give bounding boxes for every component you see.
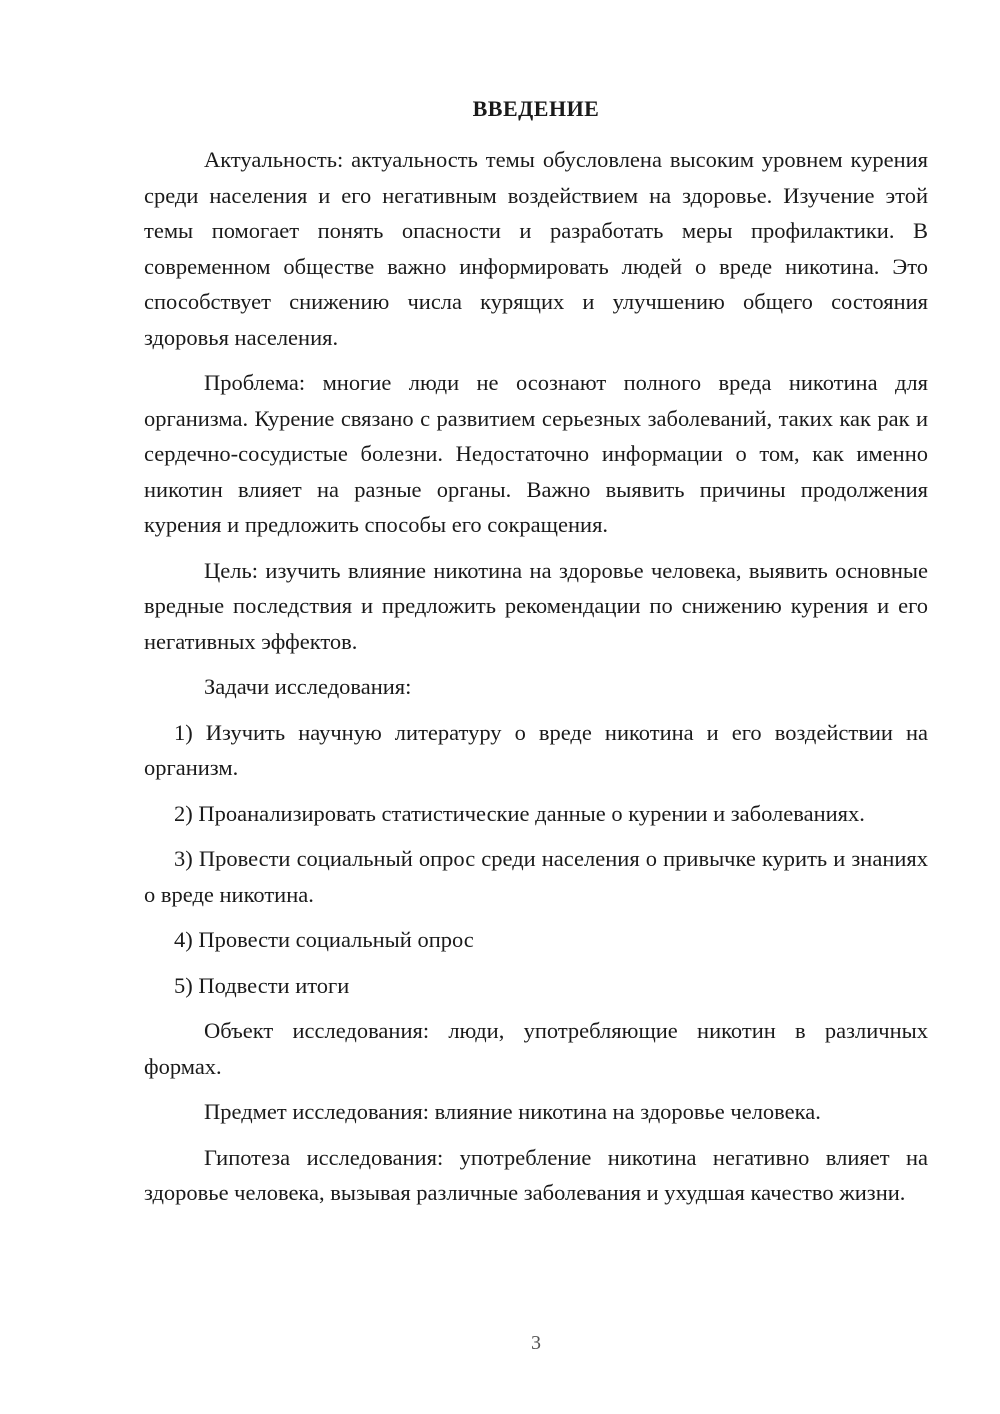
hypothesis-paragraph: Гипотеза исследования: употребление никотина негативно влияет на здоровье человека, вызывая различные заболевания и ухудшая качество жизни. [144, 1144, 928, 1205]
task-item-4: 4) Провести социальный опрос [174, 927, 474, 952]
subject-paragraph: Предмет исследования: влияние никотина на здоровье человека. [204, 1099, 821, 1124]
task-item-5: 5) Подвести итоги [174, 972, 350, 998]
relevance-paragraph: Актуальность: актуальность темы обусловлена высоким уровнем курения среди населения и его негативным воздействием на здоровье. Изучение этой темы помогает понять опасности и разработать меры профилактики. В современном обществе важно информировать людей о вреде никотина. Это способствует снижению числа курящих и улучшению общего состояния здоровья населения. [144, 147, 928, 350]
task-item-3: 3) Провести социальный опрос среди населения о привычке курить и знаниях о вреде никотина. [144, 846, 928, 907]
problem-paragraph: Проблема: многие люди не осознают полного вреда никотина для организма. Курение связано с развитием серьезных заболеваний, таких как рак и сердечно-сосудистые болезни. Недостаточно информации о том, как именно никотин влияет на разные органы. Важно выявить причины продолжения курения и предложить способы его сокращения. [144, 370, 928, 537]
task-item-1: 1) Изучить научную литературу о вреде никотина и его воздействии на организм. [144, 719, 928, 780]
object-paragraph: Объект исследования: люди, употребляющие никотин в различных формах. [144, 1018, 928, 1079]
page-number: 3 [531, 1332, 541, 1354]
tasks-heading: Задачи исследования: [204, 674, 412, 699]
task-item-2: 2) Проанализировать статистические данные о курении и заболеваниях. [174, 800, 865, 826]
goal-paragraph: Цель: изучить влияние никотина на здоровье человека, выявить основные вредные последствия и предложить рекомендации по снижению курения и его негативных эффектов. [144, 557, 928, 654]
page-title: ВВЕДЕНИЕ [472, 96, 600, 121]
document-body [144, 142, 928, 1221]
